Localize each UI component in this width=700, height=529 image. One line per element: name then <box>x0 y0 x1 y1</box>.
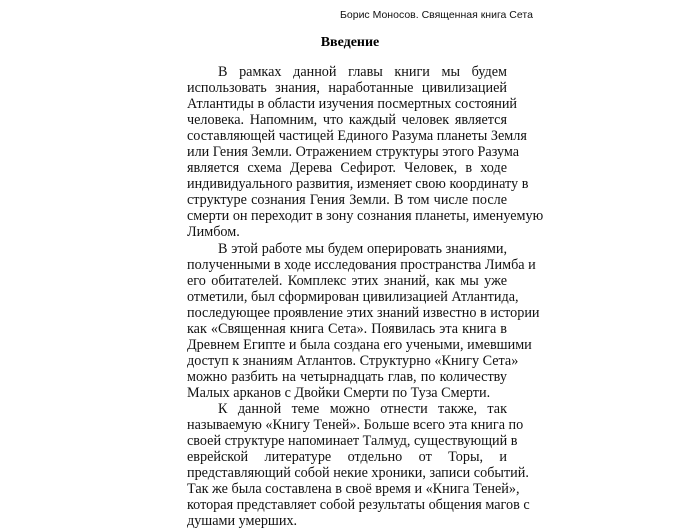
text-line: или Гения Земли. Отражением структуры этого Разума <box>187 144 520 161</box>
section-title: Введение <box>320 35 380 50</box>
text-line: структуре сознания Гения Земли. В том числе после <box>187 192 507 209</box>
text-line: составляющей частицей Единого Разума планеты Земля <box>187 128 527 145</box>
text-line: В этой работе мы будем оперировать знаниями, <box>218 240 507 257</box>
text-line: своей структуре напоминает Талмуд, существующий в <box>187 433 518 450</box>
text-line: представляющий собой некие хроники, записи событий. <box>187 465 529 482</box>
text-line: отметили, был сформирован цивилизацией Атлантида, <box>187 288 519 305</box>
paragraph-1 <box>187 64 544 241</box>
text-line: душами умерших. <box>187 513 298 529</box>
running-header: Борис Моносов. Священная книга Сета <box>340 9 533 21</box>
text-line: последующее проявление этих знаний известно в истории <box>187 304 540 321</box>
text-line: Лимбом. <box>187 224 240 241</box>
text-line: К данной теме можно отнести также, так <box>218 400 507 417</box>
text-line: является схема Дерева Сефирот. Человек, в ходе <box>187 160 507 177</box>
text-line: смерти он переходит в зону сознания планеты, именуемую <box>187 208 544 225</box>
text-line: полученными в ходе исследования пространства Лимба и <box>187 256 536 273</box>
text-line: индивидуального развития, изменяет свою координату в <box>187 176 529 193</box>
text-line: его обитателей. Комплекс этих знаний, как мы уже <box>187 272 507 289</box>
text-line: человека. Напомним, что каждый человек является <box>187 112 507 129</box>
text-line: Древнем Египте и была создана его учеными, имевшими <box>187 336 532 353</box>
text-line: еврейской литературе отдельно от Торы, и <box>187 449 507 466</box>
paragraph-3 <box>187 400 530 529</box>
text-line: доступ к знаниям Атлантов. Структурно «Книгу Сета» <box>187 352 519 369</box>
paragraph-2 <box>187 240 540 401</box>
text-line: называемую «Книгу Теней». Больше всего эта книга по <box>187 417 524 434</box>
text-line: можно разбить на четырнадцать глав, по количеству <box>187 368 507 385</box>
text-line: Малых арканов с Двойки Смерти по Туза Смерти. <box>187 384 491 401</box>
text-line: как «Священная книга Сета». Появилась эта книга в <box>187 320 507 337</box>
body-text <box>187 64 544 529</box>
text-line: Так же была составлена в своё время и «Книга Теней», <box>187 481 520 498</box>
text-line: В рамках данной главы книги мы будем <box>218 64 507 80</box>
text-line: которая представляет собой результаты общения магов с <box>187 497 530 514</box>
text-line: использовать знания, наработанные цивилизацией <box>187 80 507 97</box>
text-line: Атлантиды в области изучения посмертных состояний <box>187 96 518 113</box>
